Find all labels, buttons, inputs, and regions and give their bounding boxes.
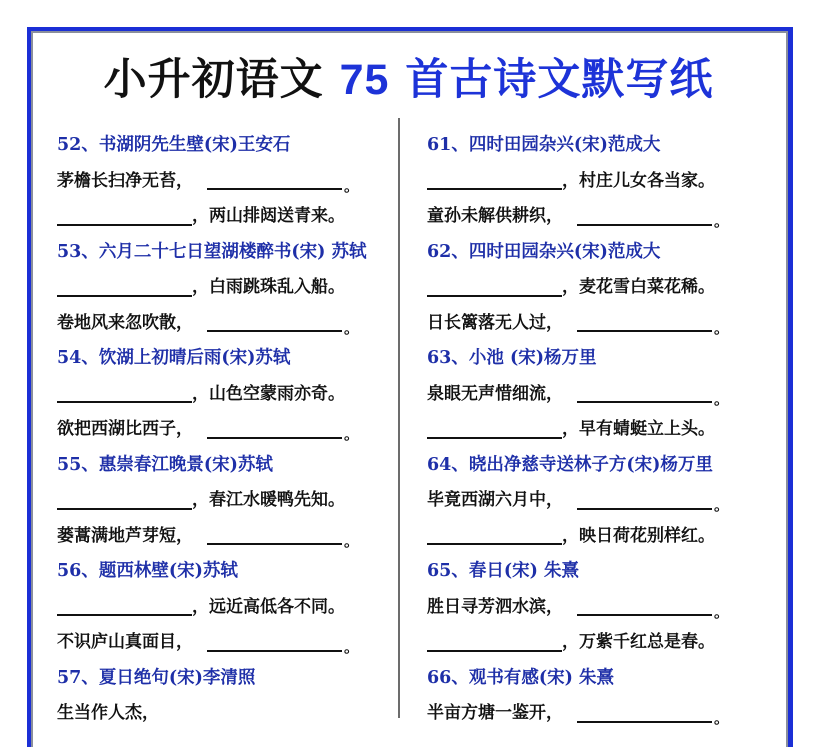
- verse-line: [57, 696, 392, 732]
- answer-blank[interactable]: [207, 437, 342, 439]
- verse-text: 毕竟西湖六月中，: [427, 490, 563, 510]
- poem-heading: [427, 341, 767, 377]
- poem-title: 57、夏日绝句(宋)李清照: [57, 667, 256, 688]
- answer-blank[interactable]: [207, 188, 342, 190]
- answer-blank[interactable]: [207, 650, 342, 652]
- answer-blank[interactable]: [427, 543, 562, 545]
- title-number: 75: [339, 56, 390, 104]
- poem-heading: [427, 128, 767, 164]
- poem-title: 56、题西林壁(宋)苏轼: [57, 561, 238, 581]
- answer-blank[interactable]: [57, 614, 192, 616]
- verse-line: [57, 377, 392, 413]
- poem-title: 54、饮湖上初晴后雨(宋)苏轼: [57, 348, 291, 368]
- verse-text: ，麦花雪白菜花稀。: [562, 277, 715, 297]
- answer-blank[interactable]: [577, 401, 712, 403]
- verse-line: [57, 519, 392, 555]
- verse-end-punct: 。: [344, 176, 360, 195]
- verse-end-punct: 。: [714, 318, 730, 337]
- column-divider: [398, 118, 400, 718]
- answer-blank[interactable]: [57, 224, 192, 226]
- verse-text: ，万紫千红总是春。: [562, 632, 715, 652]
- verse-end-punct: 。: [714, 602, 730, 621]
- answer-blank[interactable]: [577, 508, 712, 510]
- answer-blank[interactable]: [427, 188, 562, 190]
- answer-blank[interactable]: [577, 614, 712, 616]
- verse-end-punct: 。: [344, 318, 360, 337]
- answer-blank[interactable]: [427, 650, 562, 652]
- verse-text: ，两山排闼送青来。: [192, 206, 345, 226]
- verse-text: 茅檐长扫净无苔，: [57, 170, 193, 191]
- poem-heading: [57, 448, 392, 484]
- verse-line: [57, 483, 392, 519]
- verse-line: [427, 519, 767, 555]
- verse-end-punct: 。: [344, 531, 360, 550]
- verse-line: [57, 270, 392, 306]
- answer-blank[interactable]: [577, 224, 712, 226]
- verse-line: [427, 412, 767, 448]
- verse-text: ，村庄儿女各当家。: [562, 170, 715, 191]
- answer-blank[interactable]: [207, 330, 342, 332]
- answer-blank[interactable]: [577, 330, 712, 332]
- poem-title: 63、小池 (宋)杨万里: [427, 348, 597, 368]
- verse-text: 卷地风来忽吹散，: [57, 312, 193, 333]
- verse-text: 蒌蒿满地芦芽短，: [57, 525, 193, 546]
- poem-title: 53、六月二十七日望湖楼醉书(宋) 苏轼: [57, 241, 367, 262]
- poem-heading: [427, 661, 767, 697]
- verse-end-punct: 。: [714, 389, 730, 408]
- verse-text: ，春江水暖鸭先知。: [192, 490, 345, 510]
- verse-end-punct: 。: [344, 425, 360, 443]
- poem-title: 66、观书有感(宋) 朱熹: [427, 667, 615, 688]
- answer-blank[interactable]: [427, 437, 562, 439]
- answer-blank[interactable]: [577, 721, 712, 723]
- poem-heading: [57, 554, 392, 590]
- verse-line: [427, 377, 767, 413]
- page-title: [0, 52, 817, 109]
- title-part1: 小升初语文: [103, 55, 324, 105]
- answer-blank[interactable]: [57, 508, 192, 510]
- poem-heading: [57, 128, 392, 164]
- verse-line: [427, 199, 767, 235]
- answer-blank[interactable]: [427, 295, 562, 297]
- answer-blank[interactable]: [207, 543, 342, 545]
- right-column: [427, 128, 767, 732]
- verse-line: [57, 625, 392, 661]
- verse-line: [57, 199, 392, 235]
- poem-title: 55、惠崇春江晚景(宋)苏轼: [57, 454, 273, 475]
- poem-title: 64、晓出净慈寺送林子方(宋)杨万里: [427, 454, 713, 475]
- poem-title: 52、书湖阴先生壁(宋)王安石: [57, 135, 291, 155]
- poem-heading: [57, 235, 392, 271]
- poem-title: 62、四时田园杂兴(宋)范成大: [427, 241, 661, 262]
- verse-text: 生当作人杰，: [57, 703, 159, 723]
- verse-text: ，映日荷花别样红。: [562, 525, 715, 546]
- left-column: [57, 128, 392, 732]
- verse-line: [427, 164, 767, 200]
- poem-heading: [427, 554, 767, 590]
- verse-line: [57, 306, 392, 342]
- verse-text: 欲把西湖比西子，: [57, 419, 193, 439]
- verse-end-punct: 。: [714, 496, 730, 514]
- poem-heading: [57, 661, 392, 697]
- verse-line: [427, 306, 767, 342]
- title-part2: 首古诗文默写纸: [405, 57, 714, 104]
- verse-text: ，白雨跳珠乱入船。: [192, 277, 345, 297]
- verse-text: 半亩方塘一鉴开，: [427, 703, 563, 723]
- verse-text: 日长篱落无人过，: [427, 312, 563, 333]
- answer-blank[interactable]: [57, 401, 192, 403]
- verse-end-punct: 。: [714, 709, 730, 727]
- poem-heading: [57, 341, 392, 377]
- verse-end-punct: 。: [344, 638, 360, 656]
- verse-text: 童孙未解供耕织，: [427, 206, 563, 226]
- verse-line: [427, 625, 767, 661]
- verse-line: [427, 696, 767, 732]
- verse-text: 不识庐山真面目，: [57, 632, 193, 652]
- poem-heading: [427, 235, 767, 271]
- verse-text: 泉眼无声惜细流，: [427, 383, 563, 404]
- poem-title: 61、四时田园杂兴(宋)范成大: [427, 135, 661, 155]
- poem-heading: [427, 448, 767, 484]
- verse-text: ，远近高低各不同。: [192, 596, 345, 617]
- verse-line: [427, 270, 767, 306]
- verse-end-punct: 。: [714, 212, 730, 230]
- verse-text: 胜日寻芳泗水滨，: [427, 596, 563, 617]
- verse-line: [57, 412, 392, 448]
- answer-blank[interactable]: [57, 295, 192, 297]
- verse-line: [427, 483, 767, 519]
- verse-line: [57, 590, 392, 626]
- verse-text: ，山色空蒙雨亦奇。: [192, 383, 345, 404]
- poem-title: 65、春日(宋) 朱熹: [427, 561, 580, 581]
- verse-text: ，早有蜻蜓立上头。: [562, 419, 715, 439]
- verse-line: [427, 590, 767, 626]
- verse-line: [57, 164, 392, 200]
